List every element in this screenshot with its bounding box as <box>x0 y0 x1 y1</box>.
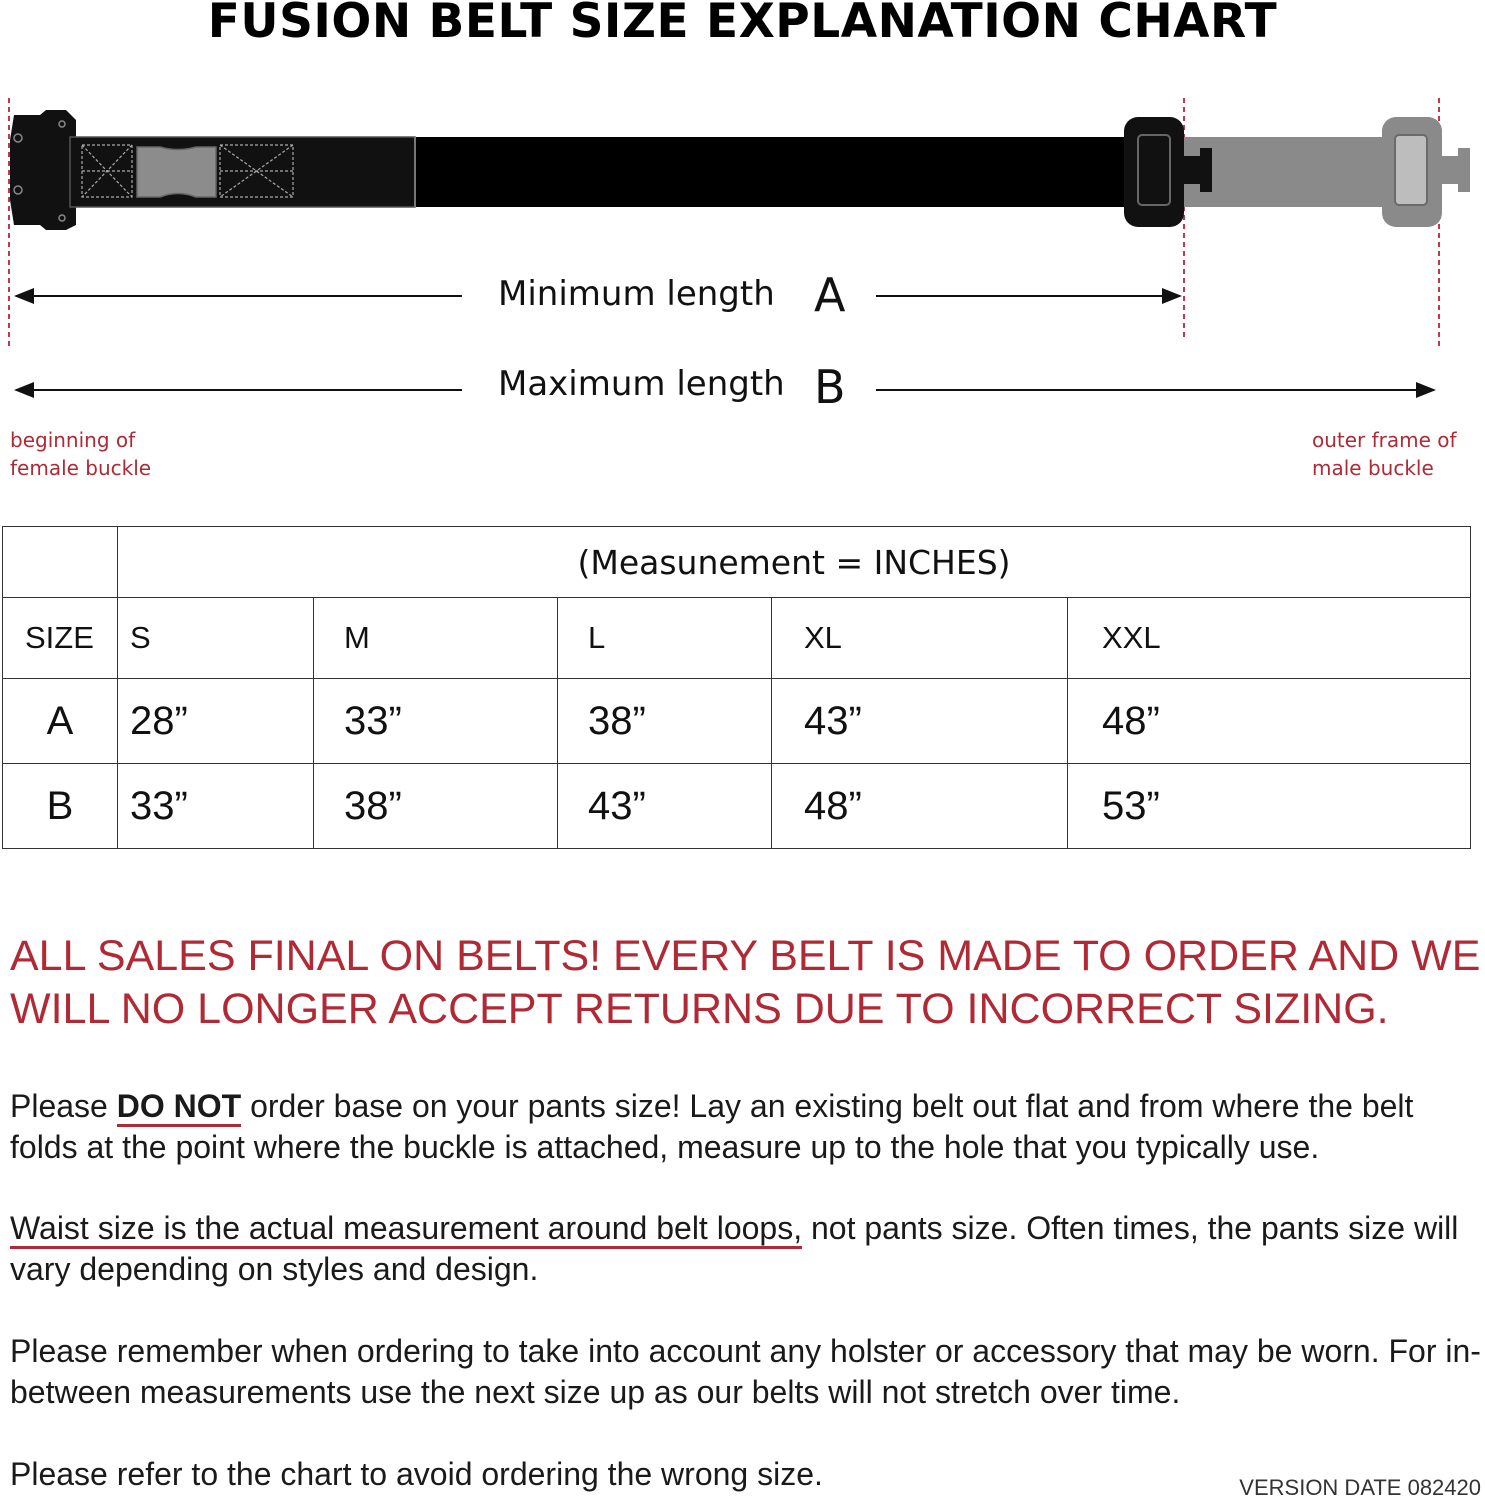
size-s: S <box>118 598 314 679</box>
p2-text-end: not pants size. Often times, the pants size will vary depending on styles and design. <box>10 1210 1459 1287</box>
size-xl: XL <box>772 598 1068 679</box>
max-length-label: Maximum length <box>498 364 785 404</box>
size-l: L <box>558 598 772 679</box>
p1-text-start: Please <box>10 1088 117 1124</box>
size-table <box>2 526 1471 849</box>
instruction-paragraph-2 <box>10 1208 1485 1290</box>
female-buckle-note <box>10 426 151 482</box>
value-b-xxl: 53” <box>1068 764 1471 849</box>
extended-male-buckle-icon <box>1180 117 1470 227</box>
value-a-xxl: 48” <box>1068 679 1471 764</box>
min-length-label: Minimum length <box>498 274 775 314</box>
instruction-paragraph-3: Please remember when ordering to take into account any holster or accessory that may be worn. For in-between measurements use the next size up as our belts will not stretch over time. <box>10 1333 1481 1410</box>
male-note-line1: outer frame of <box>1312 428 1457 452</box>
value-b-l: 43” <box>558 764 772 849</box>
waist-size-emphasis: Waist size is the actual measurement around belt loops, <box>10 1210 802 1249</box>
value-a-m: 33” <box>314 679 558 764</box>
size-xxl: XXL <box>1068 598 1471 679</box>
table-header-row <box>3 527 1471 598</box>
table-corner-cell <box>3 527 118 598</box>
value-a-l: 38” <box>558 679 772 764</box>
female-buckle-icon <box>10 110 76 230</box>
size-label: SIZE <box>3 598 118 679</box>
belt-grip-icon <box>137 147 216 197</box>
version-date: VERSION DATE 082420 <box>1239 1475 1481 1500</box>
row-label-b: B <box>3 764 118 849</box>
page-title: FUSION BELT SIZE EXPLANATION CHART <box>207 0 1278 49</box>
size-row <box>3 598 1471 679</box>
do-not-emphasis: DO NOT <box>117 1088 241 1127</box>
female-note-line1: beginning of <box>10 428 136 452</box>
table-row <box>3 764 1471 849</box>
row-label-a: A <box>3 679 118 764</box>
max-length-letter: B <box>814 360 846 414</box>
value-b-s: 33” <box>118 764 314 849</box>
value-a-s: 28” <box>118 679 314 764</box>
value-b-m: 38” <box>314 764 558 849</box>
instruction-paragraph-1 <box>10 1086 1485 1168</box>
value-b-xl: 48” <box>772 764 1068 849</box>
p1-text-end: order base on your pants size! Lay an existing belt out flat and from where the belt folds at the point where the buckle is attached, measure up to the hole that you typically use. <box>10 1088 1414 1165</box>
size-m: M <box>314 598 558 679</box>
female-note-line2: female buckle <box>10 456 152 480</box>
unit-header: (Measunement = INCHES) <box>118 527 1471 598</box>
instruction-paragraph-4: Please refer to the chart to avoid ordering the wrong size. <box>10 1456 823 1492</box>
min-length-letter: A <box>814 268 846 322</box>
male-note-line2: male buckle <box>1312 456 1434 480</box>
value-a-xl: 43” <box>772 679 1068 764</box>
table-row <box>3 679 1471 764</box>
male-buckle-note <box>1312 426 1457 482</box>
male-buckle-icon <box>1124 117 1212 227</box>
sales-final-warning: ALL SALES FINAL ON BELTS! EVERY BELT IS MADE TO ORDER AND WE WILL NO LONGER ACCEPT RETURNS DUE TO INCORRECT SIZING. <box>10 932 1481 1033</box>
